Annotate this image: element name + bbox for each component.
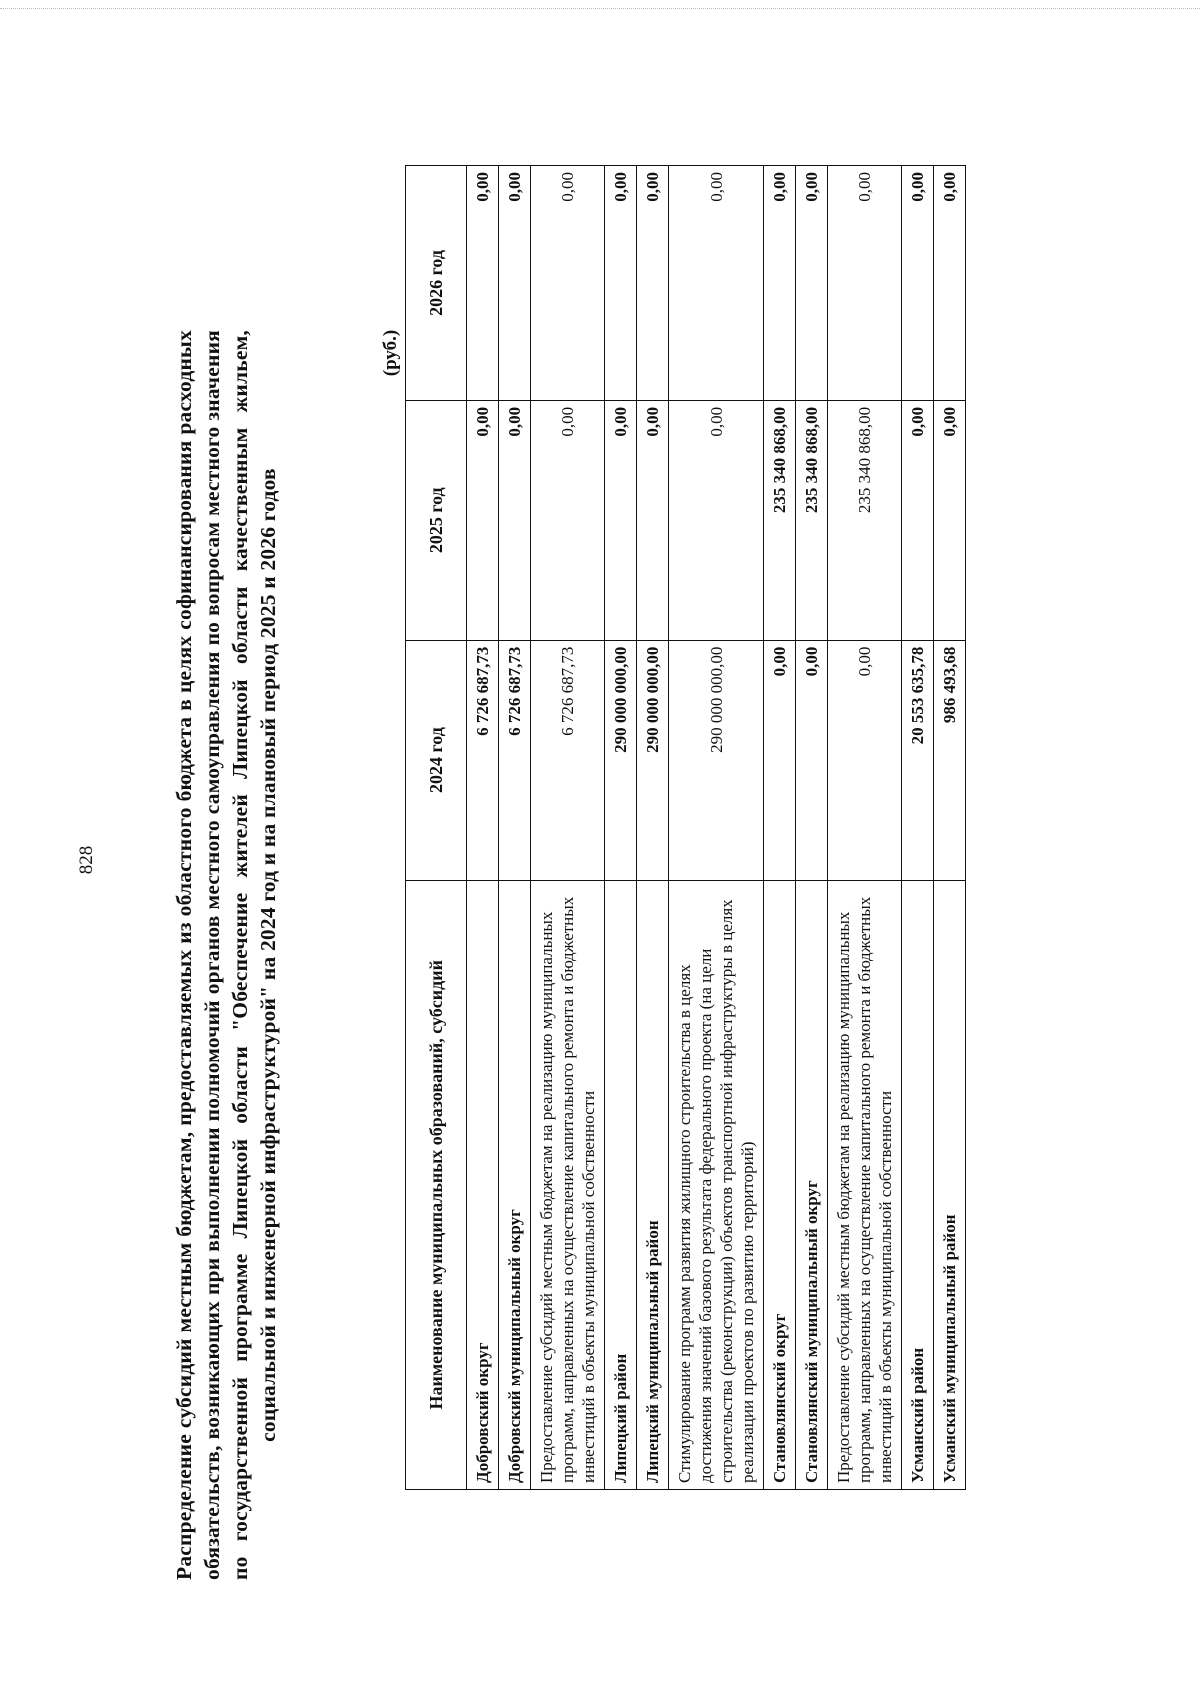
page-number: 828	[76, 845, 97, 875]
table-row	[828, 166, 902, 1490]
value-2026: 0,00	[637, 166, 669, 401]
row-name: Становлянский округ	[764, 880, 796, 1489]
table-row	[637, 166, 669, 1490]
value-2025: 0,00	[531, 400, 605, 640]
value-2025: 0,00	[669, 400, 764, 640]
currency-unit: (руб.)	[380, 329, 401, 377]
value-2025: 0,00	[902, 400, 934, 640]
table-row	[902, 166, 934, 1490]
scan-edge-line	[0, 8, 1200, 9]
table-row	[796, 166, 828, 1490]
value-2026: 0,00	[902, 166, 934, 401]
row-name: Добровский муниципальный округ	[499, 880, 531, 1489]
value-2026: 0,00	[828, 166, 902, 401]
row-name: Липецкий муниципальный район	[637, 880, 669, 1489]
header-name: Наименование муниципальных образований, субсидий	[406, 880, 467, 1489]
value-2024: 290 000 000,00	[605, 640, 637, 880]
value-2025: 0,00	[637, 400, 669, 640]
value-2026: 0,00	[764, 166, 796, 401]
value-2024: 6 726 687,73	[499, 640, 531, 880]
value-2026: 0,00	[531, 166, 605, 401]
value-2024: 0,00	[828, 640, 902, 880]
value-2026: 0,00	[934, 166, 966, 401]
value-2024: 0,00	[796, 640, 828, 880]
header-2024: 2024 год	[406, 640, 467, 880]
header-2025: 2025 год	[406, 400, 467, 640]
value-2024: 986 493,68	[934, 640, 966, 880]
rotated-page	[30, 80, 1160, 1640]
value-2026: 0,00	[669, 166, 764, 401]
row-name: Добровский округ	[467, 880, 499, 1489]
table-row	[934, 166, 966, 1490]
value-2024: 290 000 000,00	[669, 640, 764, 880]
subsidy-table	[405, 165, 966, 1490]
value-2025: 235 340 868,00	[764, 400, 796, 640]
value-2025: 235 340 868,00	[828, 400, 902, 640]
value-2026: 0,00	[467, 166, 499, 401]
value-2026: 0,00	[499, 166, 531, 401]
header-2026: 2026 год	[406, 166, 467, 401]
value-2024: 0,00	[764, 640, 796, 880]
value-2024: 20 553 635,78	[902, 640, 934, 880]
value-2026: 0,00	[605, 166, 637, 401]
table-header-row	[406, 166, 467, 1490]
table-body	[467, 166, 966, 1490]
value-2025: 0,00	[605, 400, 637, 640]
table-row	[467, 166, 499, 1490]
row-name: Становлянский муниципальный округ	[796, 880, 828, 1489]
value-2024: 6 726 687,73	[531, 640, 605, 880]
value-2025: 0,00	[934, 400, 966, 640]
value-2024: 6 726 687,73	[467, 640, 499, 880]
value-2026: 0,00	[796, 166, 828, 401]
row-name: Предоставление субсидий местным бюджетам на реализацию муниципальных программ, направленных на осуществление капитального ремонта и бюджетных инвестиций в объекты муниципальной собственности	[531, 880, 605, 1489]
value-2025: 0,00	[499, 400, 531, 640]
row-name: Липецкий район	[605, 880, 637, 1489]
document-title: Распределение субсидий местным бюджетам, предоставляемых из областного бюджета в целях софинансирования расходных обязательств, возникающих при выполнении полномочий органов местного самоуправления по вопросам местного значения по государственной программе Липецкой области "Обеспечение жителей Липецкой области качественным жильем, социальной и инженерной инфраструктурой" на 2024 год и на плановый период 2025 и 2026 годов	[172, 330, 280, 1580]
value-2025: 0,00	[467, 400, 499, 640]
table-row	[605, 166, 637, 1490]
value-2025: 235 340 868,00	[796, 400, 828, 640]
table-row	[499, 166, 531, 1490]
row-name: Стимулирование программ развития жилищного строительства в целях достижения значений базового результата федерального проекта (на цели строительства (реконструкции) объектов транспортной инфраструктуры в целях реализации проектов по развитию территорий)	[669, 880, 764, 1489]
table-row	[531, 166, 605, 1490]
row-name: Предоставление субсидий местным бюджетам на реализацию муниципальных программ, направленных на осуществление капитального ремонта и бюджетных инвестиций в объекты муниципальной собственности	[828, 880, 902, 1489]
table-row	[669, 166, 764, 1490]
value-2024: 290 000 000,00	[637, 640, 669, 880]
row-name: Усманский район	[902, 880, 934, 1489]
table-row	[764, 166, 796, 1490]
row-name: Усманский муниципальный район	[934, 880, 966, 1489]
